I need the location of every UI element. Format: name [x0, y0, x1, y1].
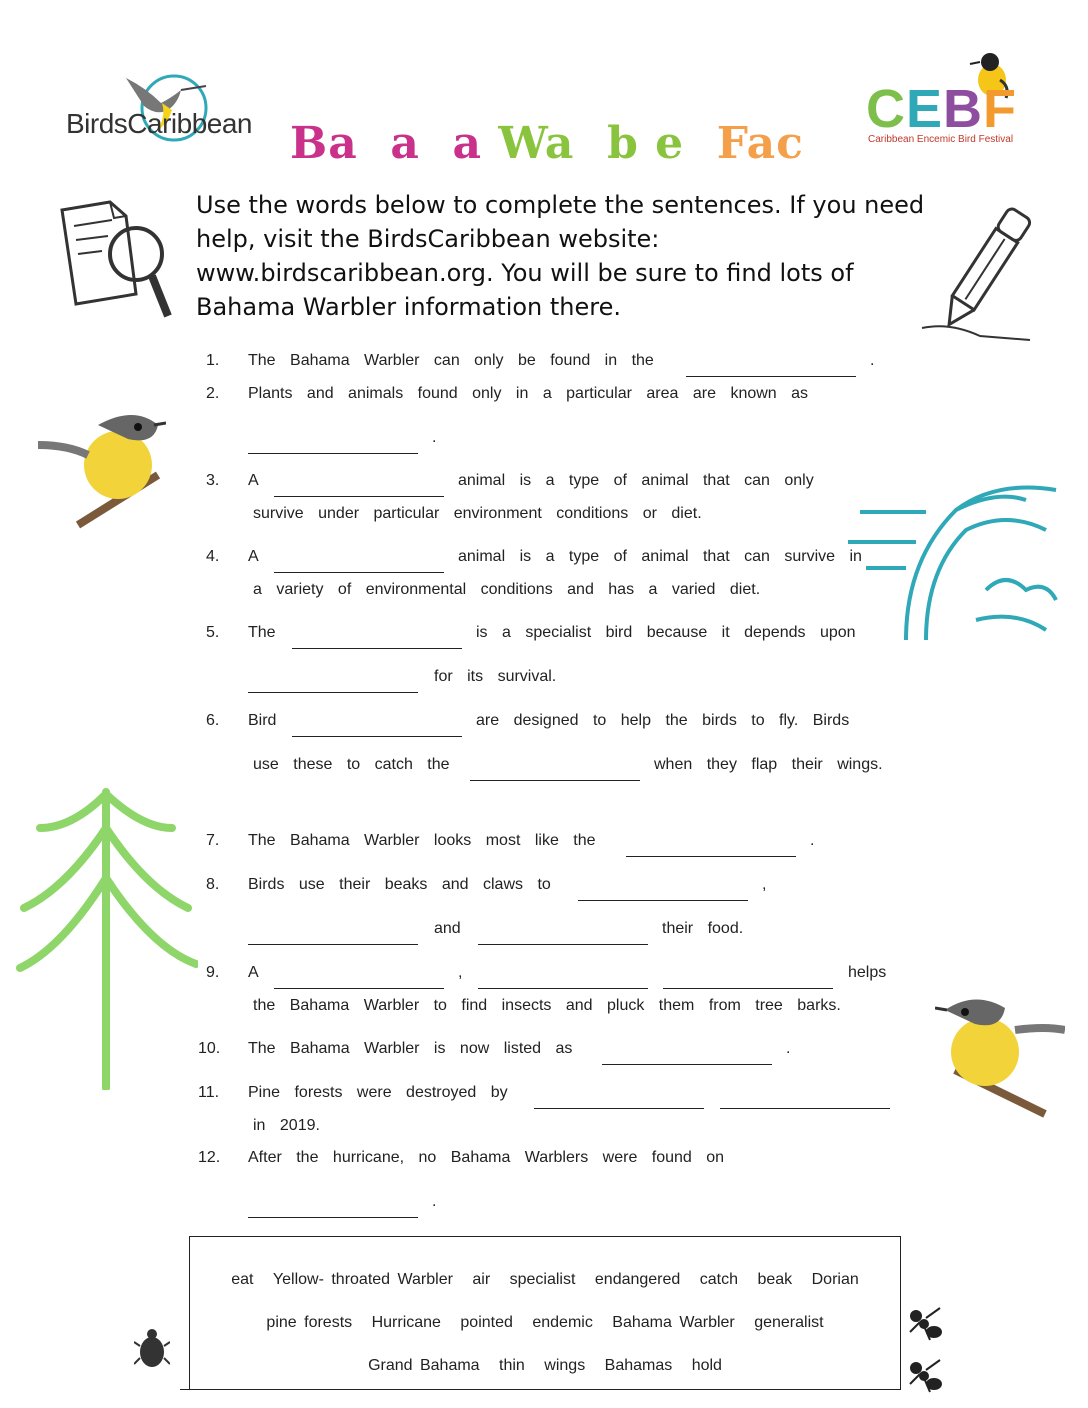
- answer-blank-11a[interactable]: [534, 1108, 704, 1109]
- question-number: 9.: [206, 964, 220, 981]
- question-9-text-a: A: [248, 964, 259, 981]
- word-bank-item: Bahamas: [604, 1357, 673, 1374]
- word-bank-item: air: [472, 1271, 491, 1288]
- cebf-logo: [862, 50, 1032, 150]
- answer-blank-8a[interactable]: [578, 900, 748, 901]
- question-2-text: Plants and animals found only in a particular area are known as: [248, 385, 809, 402]
- answer-blank-10[interactable]: [602, 1064, 772, 1065]
- question-9-text-b: helps: [848, 964, 887, 981]
- question-3-text-b: animal is a type of animal that can only: [458, 472, 814, 489]
- logo-text-birds: Birds: [66, 108, 128, 139]
- page-title: Ba a a Wa b e Fac: [290, 118, 804, 169]
- question-4-text-b: animal is a type of animal that can survive in: [458, 548, 862, 565]
- question-6-text-b: are designed to help the birds to fly. Birds: [476, 712, 850, 729]
- question-8-text: Birds use their beaks and claws to: [248, 876, 551, 893]
- word-bank-line-1: [190, 1271, 900, 1289]
- question-7-end: .: [810, 832, 815, 849]
- answer-blank-8c[interactable]: [478, 944, 648, 945]
- word-bank-item: beak: [757, 1271, 793, 1288]
- bahama-warbler-image-right: [935, 990, 1065, 1118]
- hurricane-wind-tree-icon: [846, 470, 1066, 645]
- word-bank-item: pointed: [460, 1314, 513, 1331]
- word-bank-item: thin: [499, 1357, 525, 1374]
- word-bank-item: wings: [544, 1357, 586, 1374]
- word-bank-item: pine forests: [266, 1314, 353, 1331]
- answer-blank-9a[interactable]: [274, 988, 444, 989]
- question-4-text-a: A: [248, 548, 259, 565]
- question-number: 11.: [198, 1084, 220, 1101]
- word-bank-item: specialist: [509, 1271, 576, 1288]
- word-bank-item: hold: [691, 1357, 722, 1374]
- answer-blank-2[interactable]: [248, 453, 418, 454]
- cebf-subtitle: Caribbean Encemic Bird Festival: [868, 134, 1014, 145]
- word-bank-item: Hurricane: [371, 1314, 441, 1331]
- question-number: 2.: [206, 385, 220, 402]
- question-number: 10.: [198, 1040, 221, 1057]
- question-5-text-c: for its survival.: [434, 668, 557, 685]
- question-number: 1.: [206, 352, 220, 369]
- answer-blank-9b[interactable]: [478, 988, 648, 989]
- question-12-text: After the hurricane, no Bahama Warblers were found on: [248, 1149, 725, 1166]
- clipboard-magnifier-icon: [52, 196, 174, 324]
- word-bank-item: Bahama Warbler: [612, 1314, 735, 1331]
- answer-blank-12[interactable]: [248, 1217, 418, 1218]
- word-bank-line-3: [190, 1357, 900, 1375]
- question-6-text-d: when they flap their wings.: [654, 756, 883, 773]
- question-1-text: The Bahama Warbler can only be found in the: [248, 352, 654, 369]
- word-bank-item: generalist: [754, 1314, 824, 1331]
- question-6-text-c: use these to catch the: [253, 756, 450, 773]
- answer-blank-9c[interactable]: [663, 988, 833, 989]
- instructions-text: Use the words below to complete the sentences. If you need help, visit the BirdsCaribbean website: www.birdscaribbean.org. You will be sure to find lots of Bahama Warbler information there.: [196, 191, 925, 321]
- answer-blank-1[interactable]: [686, 376, 856, 377]
- question-3-text-a: A: [248, 472, 259, 489]
- answer-blank-7[interactable]: [626, 856, 796, 857]
- question-9-text-c: the Bahama Warbler to find insects and pluck them from tree barks.: [253, 997, 841, 1014]
- word-bank-item: endemic: [532, 1314, 593, 1331]
- logo-text-caribbean: Caribbean: [127, 108, 252, 139]
- ants-icon: [900, 1298, 948, 1398]
- cebf-wordmark: CEBF: [866, 79, 1018, 139]
- question-8-and: and: [434, 920, 461, 937]
- question-12-end: .: [432, 1193, 437, 1210]
- question-number: 12.: [198, 1149, 221, 1166]
- question-2-end: .: [432, 429, 437, 446]
- question-10-end: .: [786, 1040, 791, 1057]
- question-number: 8.: [206, 876, 220, 893]
- word-bank-item: Yellow- throated Warbler: [272, 1271, 453, 1288]
- question-8-comma: ,: [762, 876, 767, 893]
- answer-blank-5b[interactable]: [248, 692, 418, 693]
- question-number: 3.: [206, 472, 220, 489]
- word-bank-item: Grand Bahama: [368, 1357, 480, 1374]
- question-4-text-c: a variety of environmental conditions and has a varied diet.: [253, 581, 761, 598]
- question-8-end: their food.: [662, 920, 744, 937]
- answer-blank-6b[interactable]: [470, 780, 640, 781]
- beetle-icon: [134, 1326, 170, 1372]
- answer-blank-6a[interactable]: [292, 736, 462, 737]
- question-3-text-c: survive under particular environment conditions or diet.: [253, 505, 702, 522]
- question-6-text-a: Bird: [248, 712, 277, 729]
- word-bank-item: eat: [231, 1271, 254, 1288]
- box-corner-line: [180, 1389, 192, 1390]
- question-11-text-c: in 2019.: [253, 1117, 320, 1134]
- word-bank-box: [189, 1236, 901, 1390]
- word-bank-item: catch: [699, 1271, 739, 1288]
- question-number: 4.: [206, 548, 220, 565]
- question-5-text-a: The: [248, 624, 276, 641]
- question-number: 7.: [206, 832, 220, 849]
- pine-tree-icon: [12, 788, 198, 1090]
- word-bank-item: endangered: [594, 1271, 681, 1288]
- question-10-text: The Bahama Warbler is now listed as: [248, 1040, 573, 1057]
- word-bank-line-2: [190, 1314, 900, 1332]
- question-number: 5.: [206, 624, 220, 641]
- answer-blank-5a[interactable]: [292, 648, 462, 649]
- answer-blank-8b[interactable]: [248, 944, 418, 945]
- word-bank-item: Dorian: [811, 1271, 859, 1288]
- question-11-text: Pine forests were destroyed by: [248, 1084, 508, 1101]
- answer-blank-4[interactable]: [274, 572, 444, 573]
- birdscaribbean-logo: [66, 68, 276, 153]
- answer-blank-11b[interactable]: [720, 1108, 890, 1109]
- question-7-text: The Bahama Warbler looks most like the: [248, 832, 596, 849]
- question-5-text-b: is a specialist bird because it depends upon: [476, 624, 856, 641]
- bahama-warbler-image-left: [38, 405, 166, 531]
- answer-blank-3[interactable]: [274, 496, 444, 497]
- question-9-comma: ,: [458, 964, 463, 981]
- question-number: 6.: [206, 712, 220, 729]
- question-1-end: .: [870, 352, 875, 369]
